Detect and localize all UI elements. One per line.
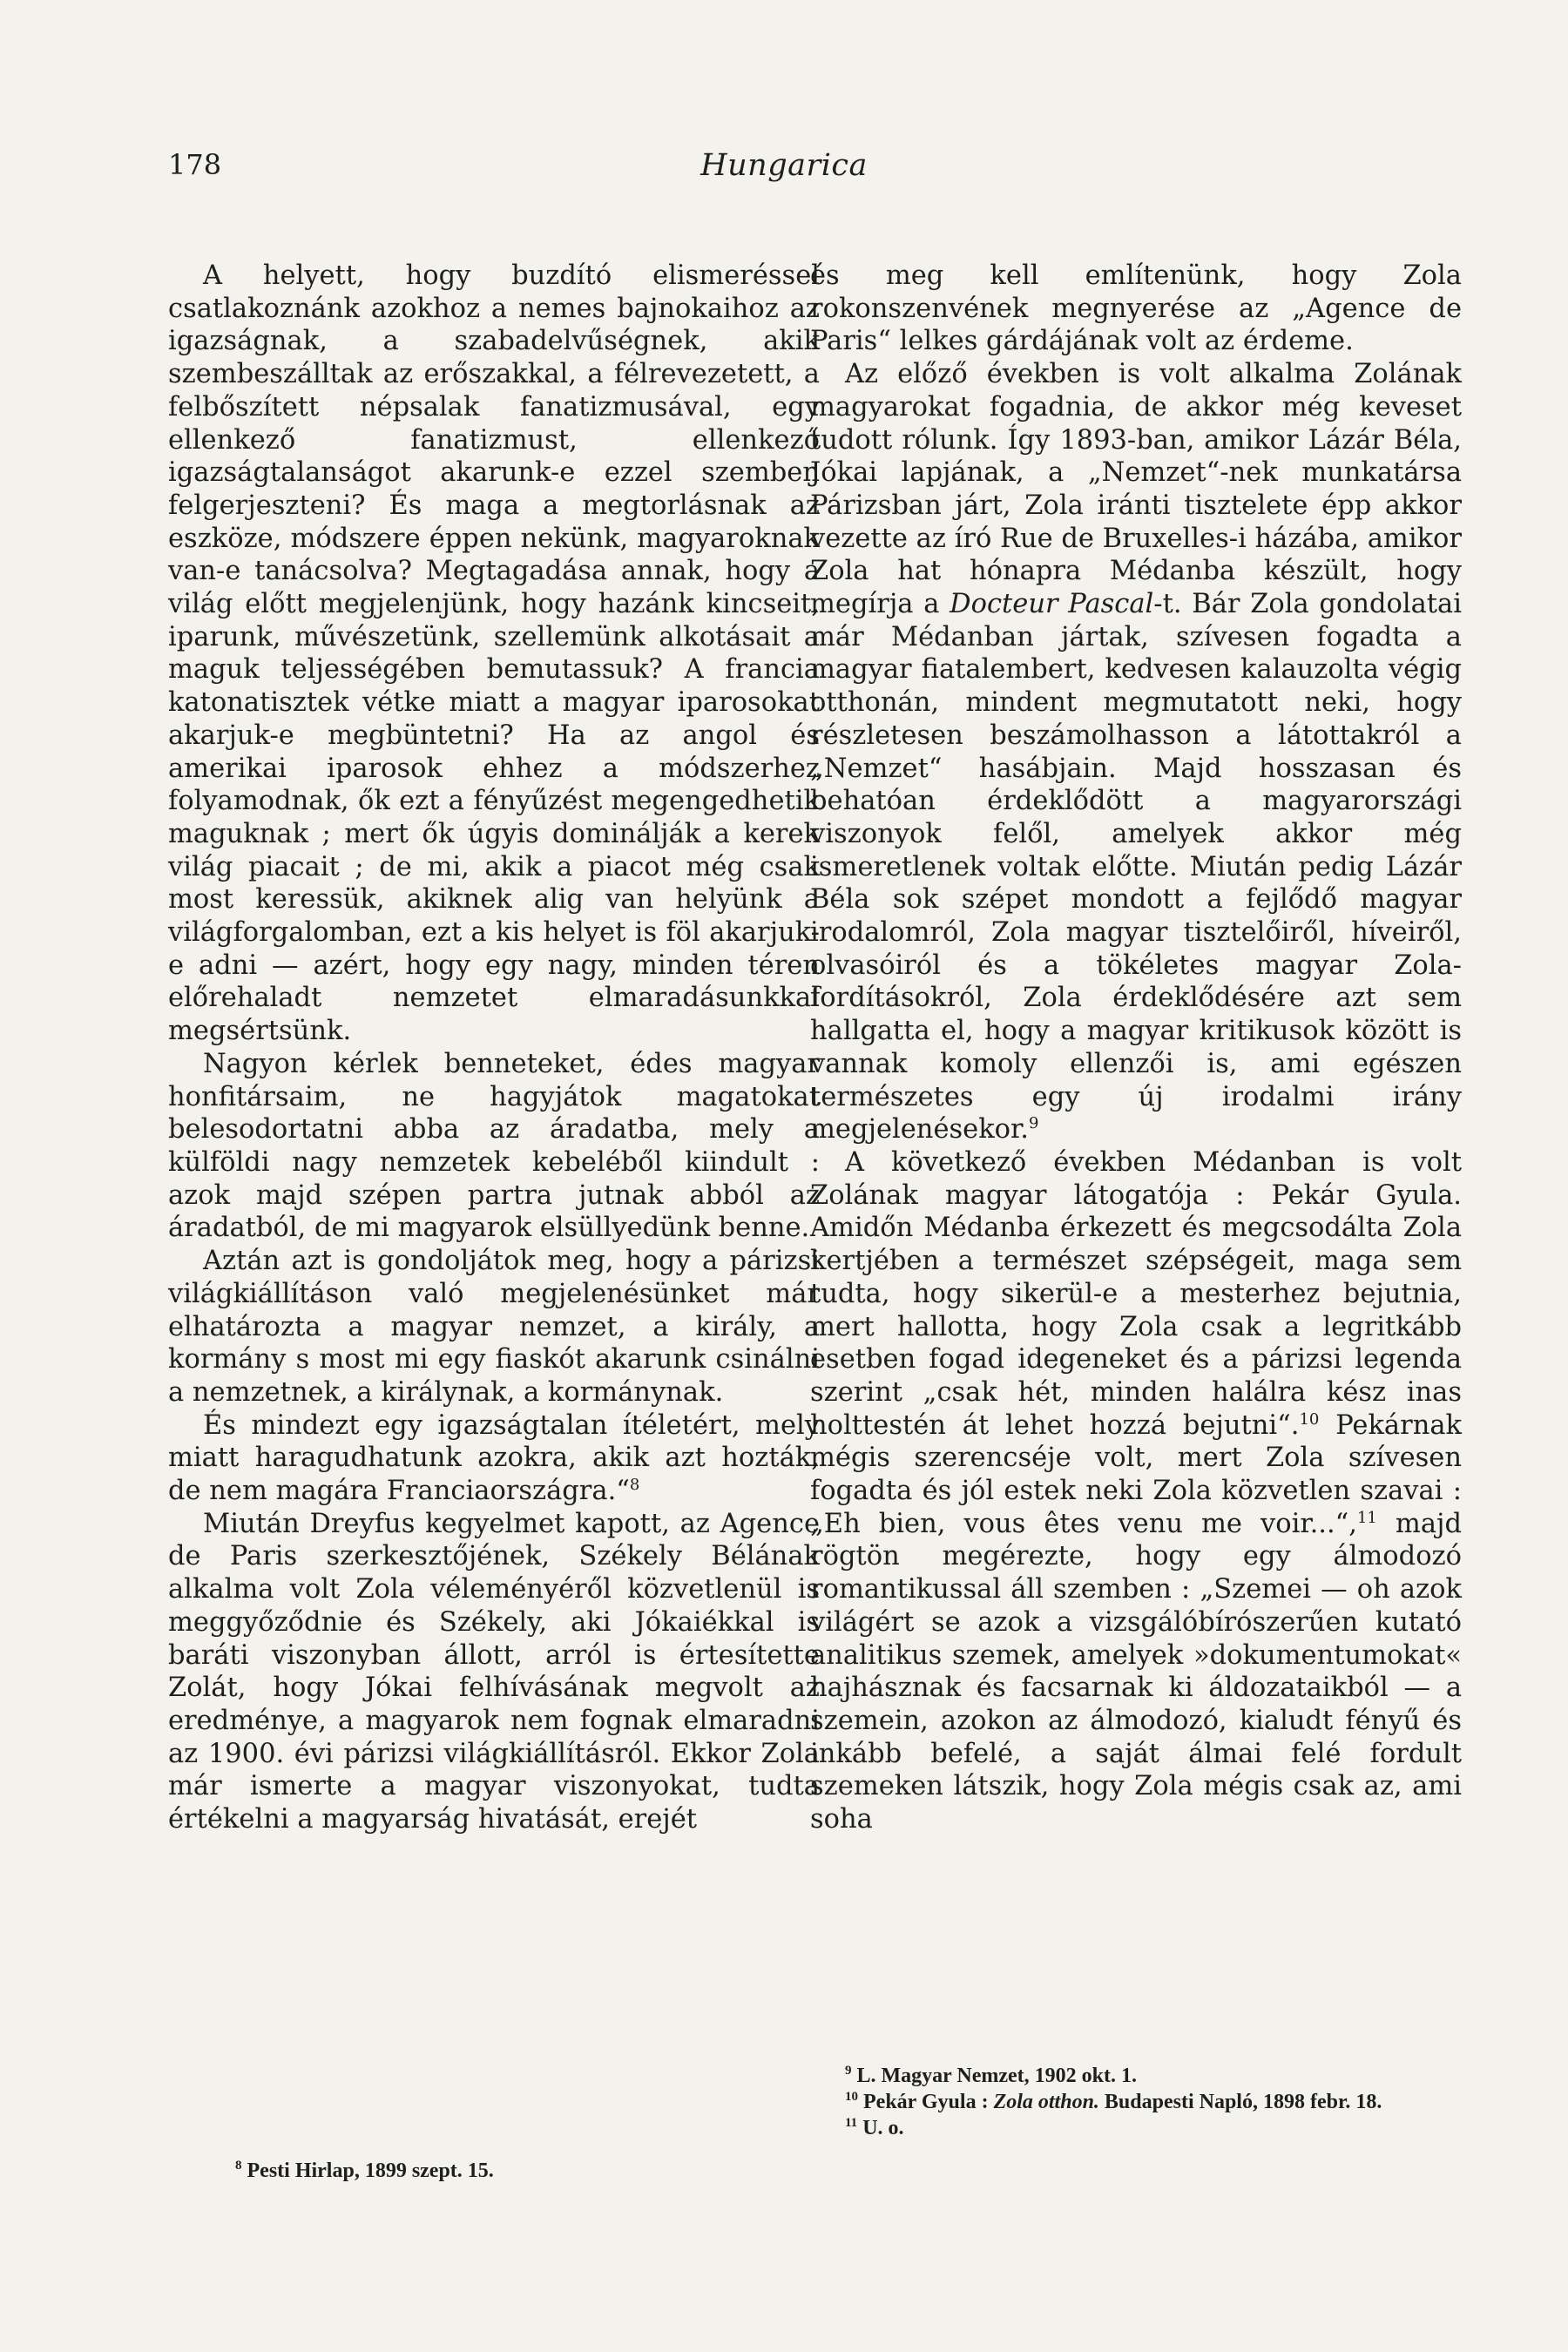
- right-paragraph-1: és meg kell említenünk, hogy Zola rokonszenvének megnyerése az „Agence de Paris“ lelkes gárdájának volt az érdeme.: [810, 260, 1462, 357]
- running-title: Hungarica: [700, 148, 868, 183]
- footnote-8-text: Pesti Hirlap, 1899 szept. 15.: [241, 2159, 494, 2182]
- footnote-8: [235, 2158, 793, 2184]
- footnote-ref-9: 9: [1028, 1114, 1039, 1133]
- page-number: 178: [168, 148, 222, 181]
- footnote-11-number: 11: [845, 2116, 858, 2130]
- footnote-10-number: 10: [845, 2090, 858, 2104]
- footnote-ref-11: 11: [1356, 1508, 1377, 1527]
- right-paragraph-3-text: A következő években Médanban is volt Zolának magyar látogatója : Pekár Gyula. Amidőn Médanba érkezett és megcsodálta Zola kertjében a természet szépségeit, maga sem tudta, hogy sikerül-e a mesterhez bejutnia, mert hallotta, hogy Zola csak a legritkább esetben fogad idegeneket és a párizsi legenda szerint „csak hét, minden halálra kész inas holttestén át lehet hozzá bejutni“.: [810, 1146, 1462, 1441]
- right-paragraph-3-tail: majd rögtön megérezte, hogy egy álmodozó romantikussal áll szemben : „Szemei — oh azok világért se azok a vizsgálóbírószerűen kutató analitikus szemek, amelyek »dokumentumokat« hajhásznak és facsarnak ki áldozataikból — a szemein, azokon az álmodozó, kialudt fényű és inkább befelé, a saját álmai felé fordult szemeken látszik, hogy Zola mégis csak az, ami soha: [810, 1508, 1462, 1835]
- right-paragraph-3: [810, 1146, 1462, 1836]
- footnote-11-text: U. o.: [857, 2117, 904, 2139]
- right-paragraph-2: [810, 358, 1462, 1146]
- footnote-11: [810, 2115, 1462, 2141]
- right-column: [810, 260, 1462, 1836]
- footnote-9-number: 9: [845, 2064, 852, 2078]
- footnotes-right: [810, 2063, 1462, 2141]
- footnote-10: [810, 2089, 1462, 2115]
- footnote-9: [810, 2063, 1462, 2089]
- footnote-10-tail: Budapesti Napló, 1898 febr. 18.: [1098, 2091, 1382, 2113]
- page-header: [0, 148, 1568, 200]
- footnote-ref-10: 10: [1299, 1409, 1320, 1429]
- right-paragraph-3-mid: Pekárnak mégis szerencséje volt, mert Zola szívesen fogadta és jól estek neki Zola közvetlen szavai : „Eh bien, vous êtes venu me voir...“,: [810, 1409, 1462, 1539]
- left-column: [168, 260, 820, 1836]
- footnote-ref-8: 8: [629, 1475, 640, 1494]
- footnotes-left: [235, 2158, 793, 2184]
- footnote-10-title: Zola otthon.: [993, 2091, 1099, 2113]
- right-paragraph-2-tail: -t. Bár Zola gondolatai már Médanban jártak, szívesen fogadta a magyar fiatalembert, kedvesen kalauzolta végig otthonán, mindent megmutatott neki, hogy részletesen beszámolhasson a látottakról a „Nemzet“ hasábjain. Majd hosszasan és behatóan érdeklődött a magyarországi viszonyok felől, amelyek akkor még ismeretlenek voltak előtte. Miután pedig Lázár Béla sok szépet mondott a fejlődő magyar irodalomról, Zola magyar tisztelőiről, híveiről, olvasóiról és a tökéletes magyar Zola-fordításokról, Zola érdeklődésére azt sem hallgatta el, hogy a magyar kritikusok között is vannak komoly ellenzői is, ami egészen természetes egy új irodalmi irány megjelenésekor.: [810, 589, 1462, 1146]
- left-paragraph-4: [168, 1409, 820, 1508]
- left-paragraph-3: Aztán azt is gondoljátok meg, hogy a párizsi világkiállításon való megjelenésünket már elhatározta a magyar nemzet, a király, a kormány s most mi egy fiaskót akarunk csinálni a nemzetnek, a királynak, a kormánynak.: [168, 1246, 820, 1408]
- footnote-8-number: 8: [235, 2159, 242, 2173]
- left-paragraph-1: A helyett, hogy buzdító elismeréssel csatlakoznánk azokhoz a nemes bajnokaihoz az igazságnak, a szabadelvűségnek, akik szembeszálltak az erőszakkal, a félrevezetett, a felbőszített népsalak fanatizmusával, egy ellenkező fanatizmust, ellenkező igazságtalanságot akarunk-e ezzel szemben felgerjeszteni? És maga a megtorlásnak az eszköze, módszere éppen nekünk, magyaroknak van-e tanácsolva? Megtagadása annak, hogy a világ előtt megjelenjünk, hogy hazánk kincseit, iparunk, művészetünk, szellemünk alkotásait a maguk teljességében bemutassuk? A francia katonatisztek vétke miatt a magyar iparosokat akarjuk-e megbüntetni? Ha az angol és amerikai iparosok ehhez a módszerhez folyamodnak, ők ezt a fényűzést megengedhetik maguknak ; mert ők úgyis dominálják a kerek világ piacait ; de mi, akik a piacot még csak most keressük, akiknek alig van helyünk a világforgalomban, ezt a kis helyet is föl akarjuk-e adni — azért, hogy egy nagy, minden téren előrehaladt nemzetet elmaradásunkkal megsértsünk.: [168, 260, 820, 1047]
- left-paragraph-5: Miután Dreyfus kegyelmet kapott, az Agence de Paris szerkesztőjének, Székely Bélának alkalma volt Zola véleményéről közvetlenül is meggyőződnie és Székely, aki Jókaiékkal is baráti viszonyban állott, arról is értesítette Zolát, hogy Jókai felhívásának megvolt az eredménye, a magyarok nem fognak elmaradni az 1900. évi párizsi világkiállításról. Ekkor Zola már ismerte a magyar viszonyokat, tudta értékelni a magyarság hivatását, erejét: [168, 1508, 820, 1835]
- footnote-9-text: L. Magyar Nemzet, 1902 okt. 1.: [851, 2065, 1137, 2087]
- book-title-docteur-pascal: Docteur Pascal: [950, 589, 1154, 620]
- left-paragraph-2: Nagyon kérlek benneteket, édes magyar honfitársaim, ne hagyjátok magatokat belesodortatni abba az áradatba, mely a külföldi nagy nemzetek kebeléből kiindult : azok majd szépen partra jutnak abból az áradatból, de mi magyarok elsüllyedünk benne.: [168, 1048, 820, 1244]
- left-paragraph-4-text: És mindezt egy igazságtalan ítéletért, mely miatt haragudhatunk azokra, akik azt hozták, de nem magára Franciaországra.“: [168, 1409, 820, 1507]
- right-paragraph-2-text: Az előző években is volt alkalma Zolának magyarokat fogadnia, de akkor még keveset tudott rólunk. Így 1893-ban, amikor Lázár Béla, Jókai lapjának, a „Nemzet“-nek munkatársa Párizsban járt, Zola iránti tisztelete épp akkor vezette az író Rue de Bruxelles-i házába, amikor Zola hat hónapra Médanba készült, hogy megírja a: [810, 359, 1462, 620]
- footnote-10-author: Pekár Gyula :: [858, 2091, 994, 2113]
